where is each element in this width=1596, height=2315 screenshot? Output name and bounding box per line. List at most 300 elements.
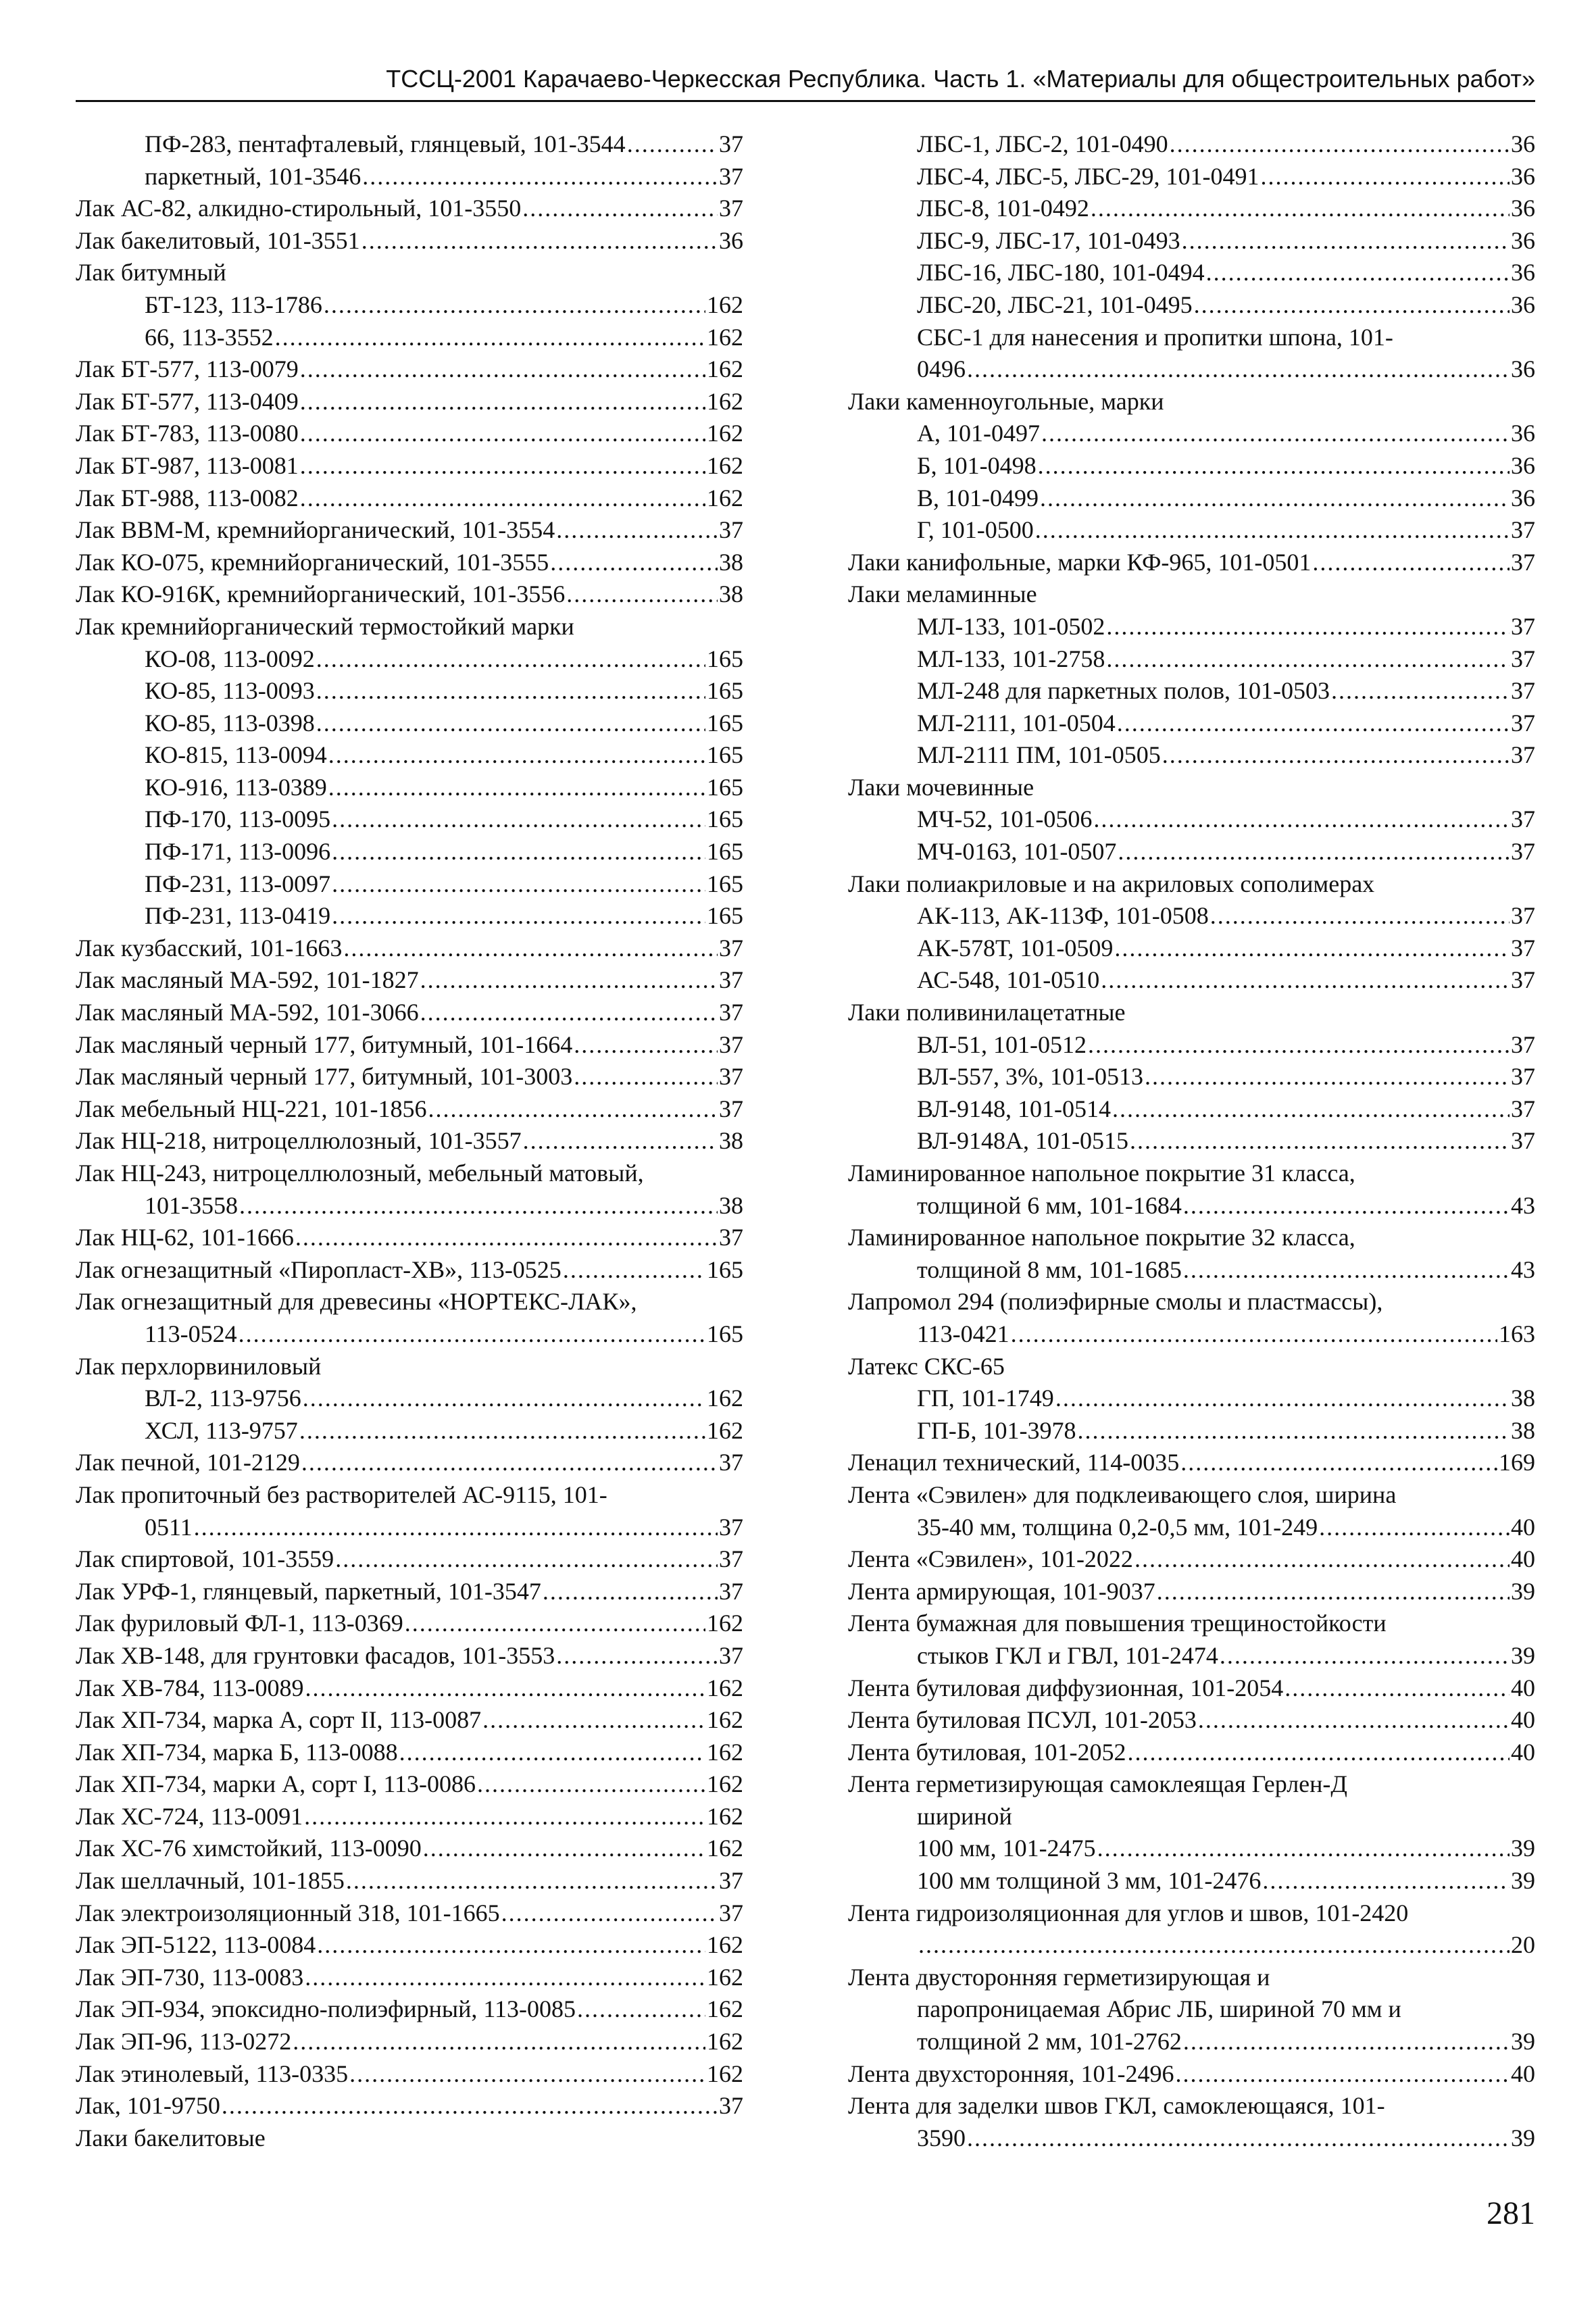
index-entry (848, 161, 1535, 193)
entry-label: ХСЛ, 113-9757 (145, 1416, 298, 1444)
entry-page: 162 (707, 451, 743, 479)
index-entry (848, 997, 1535, 1029)
entry-label: 113-0421 (917, 1320, 1009, 1347)
entry-label: Лаки мочевинные (848, 773, 1034, 801)
entry-page: 38 (1511, 1385, 1535, 1412)
entry-label: Лак мебельный НЦ-221, 101-1856 (76, 1095, 427, 1122)
entry-page: 37 (719, 1867, 743, 1895)
entry-page: 39 (1511, 1641, 1535, 1669)
entry-page: 36 (1511, 355, 1535, 383)
entry-page: 37 (1511, 677, 1535, 705)
entry-label: Лаки меламинные (848, 580, 1037, 608)
index-entry (848, 1061, 1535, 1093)
entry-page: 165 (707, 838, 743, 866)
index-entry (848, 836, 1535, 868)
index-entry (848, 900, 1535, 932)
leader-dots (556, 1640, 718, 1672)
entry-page: 37 (719, 1449, 743, 1476)
entry-page: 37 (719, 1513, 743, 1541)
leader-dots (300, 386, 705, 418)
index-entry (76, 1479, 743, 1512)
entry-page: 40 (1511, 1706, 1535, 1734)
index-entry (76, 1929, 743, 1962)
entry-label: ЛБС-16, ЛБС-180, 101-0494 (917, 259, 1205, 287)
entry-label: Б, 101-0498 (917, 451, 1037, 479)
index-entry (848, 932, 1535, 965)
index-entry (76, 643, 743, 676)
index-entry (848, 482, 1535, 515)
leader-dots (301, 1447, 718, 1479)
index-column-right (848, 128, 1535, 2154)
leader-dots (420, 997, 718, 1029)
entry-label: Лак кремнийорганический термостойкий марки (76, 612, 574, 640)
index-entry (76, 482, 743, 515)
leader-dots (556, 514, 718, 547)
entry-label: Лак ХС-724, 113-0091 (76, 1802, 303, 1830)
index-entry (76, 418, 743, 450)
index-entry (848, 1383, 1535, 1415)
entry-label: ВЛ-9148, 101-0514 (917, 1095, 1112, 1122)
entry-label: Лаки полиакриловые и на акриловых сополимерах (848, 870, 1375, 897)
entry-page: 37 (1511, 1127, 1535, 1155)
leader-dots (305, 1672, 705, 1705)
leader-dots (332, 803, 705, 836)
entry-page: 37 (1511, 709, 1535, 737)
entry-label: Лак ЭП-96, 113-0272 (76, 2028, 292, 2056)
entry-label: Лак, 101-9750 (76, 2092, 220, 2120)
index-entry (848, 1962, 1535, 1994)
entry-label: Лента двухсторонняя, 101-2496 (848, 2060, 1174, 2087)
entry-label: Лента гидроизоляционная для углов и швов, 101-2420 (848, 1899, 1409, 1926)
entry-label: ПФ-170, 113-0095 (145, 805, 331, 833)
index-entry (76, 900, 743, 932)
index-entry (848, 289, 1535, 322)
entry-page: 36 (1511, 259, 1535, 287)
index-entry (76, 128, 743, 161)
entry-label: ГП-Б, 101-3978 (917, 1416, 1076, 1444)
entry-label: АК-578Т, 101-0509 (917, 934, 1114, 962)
entry-page: 39 (1511, 1577, 1535, 1605)
entry-label: Лак кузбасский, 101-1663 (76, 934, 343, 962)
entry-label: Лапромол 294 (полиэфирные смолы и пластмассы), (848, 1288, 1383, 1316)
leader-dots (1145, 1061, 1510, 1093)
entry-label: Лента бутиловая диффузионная, 101-2054 (848, 1674, 1284, 1701)
entry-page: 43 (1511, 1191, 1535, 1219)
entry-page: 37 (719, 1577, 743, 1605)
running-header (76, 62, 1535, 102)
entry-page: 36 (1511, 195, 1535, 222)
index-entry (76, 1640, 743, 1672)
index-entry (848, 1993, 1535, 2026)
entry-page: 37 (1511, 612, 1535, 640)
index-entry (848, 1576, 1535, 1608)
entry-page: 40 (1511, 1674, 1535, 1701)
entry-label: Лента герметизирующая самоклеящая Герлен-Д (848, 1770, 1347, 1798)
entry-page: 162 (707, 387, 743, 415)
entry-label: Лак электроизоляционный 318, 101-1665 (76, 1899, 500, 1926)
leader-dots (1112, 1093, 1510, 1126)
leader-dots (1210, 900, 1510, 932)
entry-label: Лак шеллачный, 101-1855 (76, 1867, 345, 1895)
leader-dots (1206, 257, 1510, 289)
entry-label: Ламинированное напольное покрытие 31 класса, (848, 1160, 1355, 1187)
entry-label: Лак битумный (76, 259, 226, 287)
entry-label: Лак КО-075, кремнийорганический, 101-3555 (76, 548, 549, 576)
entry-page: 40 (1511, 2060, 1535, 2087)
entry-label: 66, 113-3552 (145, 323, 274, 351)
entry-label: ЛБС-4, ЛБС-5, ЛБС-29, 101-0491 (917, 162, 1260, 190)
leader-dots (343, 932, 718, 965)
leader-dots (566, 578, 718, 611)
entry-page: 37 (1511, 1063, 1535, 1091)
leader-dots (1035, 514, 1510, 547)
leader-dots (1118, 836, 1510, 868)
entry-page: 165 (707, 709, 743, 737)
entry-page: 162 (707, 1995, 743, 2023)
leader-dots (332, 900, 705, 932)
leader-dots (501, 1897, 718, 1930)
entry-page: 39 (1511, 1867, 1535, 1895)
leader-dots (1097, 1833, 1510, 1865)
index-entry (76, 514, 743, 547)
entry-label: Лак масляный МА-592, 101-3066 (76, 999, 419, 1026)
index-entry (848, 2058, 1535, 2091)
leader-dots (967, 353, 1510, 386)
entry-page: 37 (1511, 1095, 1535, 1122)
entry-page: 37 (719, 1063, 743, 1091)
entry-label: Лак ЭП-5122, 113-0084 (76, 1931, 316, 1959)
entry-page: 37 (719, 999, 743, 1026)
entry-page: 37 (719, 1095, 743, 1122)
entry-page: 36 (1511, 451, 1535, 479)
index-entry (76, 1318, 743, 1351)
entry-label: Лак ХП-734, марки А, сорт I, 113-0086 (76, 1770, 476, 1798)
entry-label: БТ-123, 113-1786 (145, 291, 322, 318)
index-entry (848, 1093, 1535, 1126)
entry-label: Лак ХВ-784, 113-0089 (76, 1674, 304, 1701)
entry-page: 20 (1511, 1931, 1535, 1959)
entry-label: ВЛ-557, 3%, 101-0513 (917, 1063, 1144, 1091)
leader-dots (300, 450, 705, 482)
entry-label: Лак БТ-577, 113-0079 (76, 355, 299, 383)
entry-page: 40 (1511, 1545, 1535, 1573)
index-entry (848, 739, 1535, 772)
entry-page: 162 (707, 1770, 743, 1798)
entry-label: ВЛ-9148А, 101-0515 (917, 1127, 1129, 1155)
entry-page: 38 (1511, 1416, 1535, 1444)
index-entry (76, 964, 743, 997)
entry-label: Лента бумажная для повышения трещиностойкости (848, 1610, 1387, 1637)
leader-dots (523, 1125, 718, 1158)
entry-label: КО-815, 113-0094 (145, 741, 327, 769)
index-entry (76, 1737, 743, 1769)
index-entry (76, 2026, 743, 2058)
entry-page: 37 (1511, 902, 1535, 930)
leader-dots (328, 739, 705, 772)
entry-label: Лак огнезащитный для древесины «НОРТЕКС-ЛАК», (76, 1288, 637, 1316)
entry-page: 162 (707, 2028, 743, 2056)
entry-page: 37 (1511, 934, 1535, 962)
leader-dots (300, 418, 705, 450)
entry-page: 37 (1511, 805, 1535, 833)
entry-label: Ламинированное напольное покрытие 32 класса, (848, 1224, 1355, 1251)
entry-label: ЛБС-9, ЛБС-17, 101-0493 (917, 226, 1180, 254)
entry-page: 36 (1511, 484, 1535, 512)
index-entry (76, 1415, 743, 1447)
index-entry (76, 1801, 743, 1833)
leader-dots (300, 353, 705, 386)
entry-label: Лак ЭП-934, эпоксидно-полиэфирный, 113-0085 (76, 1995, 576, 2023)
entry-page: 37 (1511, 966, 1535, 994)
leader-dots (239, 1318, 705, 1351)
entry-label: Лак УРФ-1, глянцевый, паркетный, 101-3547 (76, 1577, 541, 1605)
index-entry (848, 707, 1535, 740)
entry-page: 37 (719, 966, 743, 994)
index-entry (848, 1737, 1535, 1769)
leader-dots (563, 1254, 705, 1287)
index-entry (76, 547, 743, 579)
leader-dots (1220, 1640, 1510, 1672)
index-entry (76, 1351, 743, 1383)
index-entry (76, 2058, 743, 2091)
leader-dots (1183, 1190, 1510, 1222)
entry-label: Лак НЦ-243, нитроцеллюлозный, мебельный матовый, (76, 1160, 644, 1187)
index-entry (76, 611, 743, 643)
index-entry (76, 225, 743, 257)
index-entry (848, 1801, 1535, 1833)
entry-label: Лак спиртовой, 101-3559 (76, 1545, 334, 1573)
entry-page: 38 (719, 580, 743, 608)
entry-page: 37 (719, 1224, 743, 1251)
index-entry (848, 353, 1535, 386)
index-entry (848, 2026, 1535, 2058)
leader-dots (1198, 1704, 1510, 1737)
leader-dots (1170, 128, 1510, 161)
leader-dots (1011, 1318, 1497, 1351)
entry-label: МЧ-52, 101-0506 (917, 805, 1093, 833)
entry-page: 169 (1499, 1449, 1535, 1476)
entry-label: Лак масляный черный 177, битумный, 101-3003 (76, 1063, 573, 1091)
entry-label: паркетный, 101-3546 (145, 162, 361, 190)
index-entry (848, 514, 1535, 547)
entry-page: 38 (719, 1127, 743, 1155)
leader-dots (522, 193, 718, 225)
entry-label: Лак БТ-987, 113-0081 (76, 451, 299, 479)
index-entry (848, 1447, 1535, 1479)
leader-dots (332, 868, 705, 901)
entry-page: 37 (719, 516, 743, 544)
entry-label: Лак ЭП-730, 113-0083 (76, 1963, 304, 1991)
leader-dots (305, 1962, 705, 1994)
index-entry (76, 289, 743, 322)
entry-label: ЛБС-8, 101-0492 (917, 195, 1089, 222)
entry-label: МЛ-2111 ПМ, 101-0505 (917, 741, 1161, 769)
entry-page: 36 (1511, 420, 1535, 447)
entry-page: 162 (707, 1963, 743, 1991)
entry-page: 165 (707, 773, 743, 801)
entry-label: Лак НЦ-218, нитроцеллюлозный, 101-3557 (76, 1127, 522, 1155)
index-entry (76, 1672, 743, 1705)
leader-dots (1175, 2058, 1510, 2091)
index-entry (848, 1029, 1535, 1062)
leader-dots (346, 1865, 718, 1897)
entry-page: 162 (707, 1385, 743, 1412)
index-entry (76, 161, 743, 193)
leader-dots (477, 1768, 705, 1801)
index-entry (76, 450, 743, 482)
leader-dots (1162, 739, 1510, 772)
index-entry (76, 1768, 743, 1801)
entry-page: 37 (1511, 548, 1535, 576)
entry-label: МЛ-2111, 101-0504 (917, 709, 1116, 737)
entry-page: 37 (719, 934, 743, 962)
leader-dots (918, 1929, 1510, 1962)
index-entry (848, 450, 1535, 482)
leader-dots (194, 1512, 718, 1544)
entry-label: В, 101-0499 (917, 484, 1039, 512)
index-entry (848, 193, 1535, 225)
entry-label: Лак перхлорвиниловый (76, 1352, 322, 1380)
leader-dots (1130, 1125, 1510, 1158)
entry-label: ПФ-171, 113-0096 (145, 838, 331, 866)
entry-page: 37 (1511, 838, 1535, 866)
entry-page: 162 (707, 355, 743, 383)
leader-dots (1157, 1576, 1510, 1608)
leader-dots (275, 322, 705, 354)
index-entry (76, 997, 743, 1029)
entry-page: 37 (719, 1030, 743, 1058)
index-entry (76, 257, 743, 289)
entry-label: ПФ-231, 113-0419 (145, 902, 331, 930)
entry-page: 165 (707, 677, 743, 705)
entry-label: Лак масляный черный 177, битумный, 101-1664 (76, 1030, 573, 1058)
leader-dots (1180, 1447, 1497, 1479)
leader-dots (399, 1737, 705, 1769)
leader-dots (1128, 1737, 1510, 1769)
leader-dots (1134, 1543, 1510, 1576)
index-entry (848, 578, 1535, 611)
entry-label: ЛБС-1, ЛБС-2, 101-0490 (917, 130, 1168, 157)
index-entry (76, 1897, 743, 1930)
leader-dots (316, 675, 705, 707)
entry-label: Лак АС-82, алкидно-стирольный, 101-3550 (76, 195, 522, 222)
leader-dots (577, 1993, 705, 2026)
entry-page: 162 (707, 1802, 743, 1830)
index-entry (848, 868, 1535, 901)
entry-label: Лак ВВМ-М, кремнийорганический, 101-3554 (76, 516, 555, 544)
entry-label: Лента бутиловая, 101-2052 (848, 1738, 1126, 1766)
leader-dots (1101, 964, 1510, 997)
index-entry (76, 772, 743, 804)
entry-label: Лак масляный МА-592, 101-1827 (76, 966, 419, 994)
entry-page: 37 (719, 130, 743, 157)
entry-page: 162 (707, 1738, 743, 1766)
entry-page: 38 (719, 548, 743, 576)
leader-dots (316, 643, 705, 676)
entry-label: АС-548, 101-0510 (917, 966, 1100, 994)
leader-dots (316, 707, 705, 740)
leader-dots (1183, 2026, 1510, 2058)
leader-dots (420, 964, 718, 997)
leader-dots (335, 1543, 718, 1576)
entry-label: Лаки канифольные, марки КФ-965, 101-0501 (848, 548, 1312, 576)
entry-label: Лента армирующая, 101-9037 (848, 1577, 1155, 1605)
leader-dots (550, 547, 718, 579)
index-entry (76, 1286, 743, 1318)
index-entry (76, 1962, 743, 1994)
index-entry (848, 1254, 1535, 1287)
index-entry (848, 611, 1535, 643)
entry-label: СБС-1 для нанесения и пропитки шпона, 101- (917, 323, 1393, 351)
index-entry (76, 1993, 743, 2026)
index-entry (848, 386, 1535, 418)
index-entry (76, 1447, 743, 1479)
entry-label: паропроницаемая Абрис ЛБ, шириной 70 мм и (917, 1995, 1401, 2023)
leader-dots (299, 1415, 705, 1447)
leader-dots (1041, 418, 1510, 450)
leader-dots (303, 1383, 705, 1415)
leader-dots (627, 128, 718, 161)
entry-label: Лак БТ-577, 113-0409 (76, 387, 299, 415)
index-entry (76, 707, 743, 740)
entry-page: 162 (707, 1416, 743, 1444)
leader-dots (1285, 1672, 1510, 1705)
entry-label: толщиной 2 мм, 101-2762 (917, 2028, 1182, 2056)
entry-label: Лента двусторонняя герметизирующая и (848, 1963, 1270, 1991)
entry-label: МЧ-0163, 101-0507 (917, 838, 1117, 866)
index-entry (76, 1125, 743, 1158)
entry-page: 165 (707, 870, 743, 897)
leader-dots (1319, 1512, 1510, 1544)
index-entry (76, 1576, 743, 1608)
entry-page: 39 (1511, 2124, 1535, 2151)
entry-label: А, 101-0497 (917, 420, 1040, 447)
leader-dots (1091, 193, 1510, 225)
leader-dots (1331, 675, 1510, 707)
entry-page: 36 (1511, 226, 1535, 254)
entry-label: КО-08, 113-0092 (145, 645, 315, 672)
index-entry (76, 1383, 743, 1415)
index-entry (848, 128, 1535, 161)
index-entry (848, 547, 1535, 579)
entry-label: ПФ-231, 113-0097 (145, 870, 331, 897)
leader-dots (317, 1929, 705, 1962)
entry-label: Лента бутиловая ПСУЛ, 101-2053 (848, 1706, 1197, 1734)
entry-label: Г, 101-0500 (917, 516, 1034, 544)
index-entry (848, 1318, 1535, 1351)
entry-page: 165 (707, 1320, 743, 1347)
entry-page: 37 (1511, 645, 1535, 672)
index-entry (848, 1512, 1535, 1544)
entry-label: ВЛ-51, 101-0512 (917, 1030, 1087, 1058)
leader-dots (967, 2122, 1510, 2155)
entry-label: 0511 (145, 1513, 193, 1541)
index-entry (848, 1543, 1535, 1576)
leader-dots (1088, 1029, 1510, 1062)
index-entry (848, 1351, 1535, 1383)
entry-page: 36 (719, 226, 743, 254)
leader-dots (328, 772, 705, 804)
index-entry (848, 322, 1535, 354)
entry-label: Лак огнезащитный «Пиропласт-ХВ», 113-0525 (76, 1255, 562, 1283)
entry-page: 37 (719, 2092, 743, 2120)
entry-label: 100 мм, 101-2475 (917, 1835, 1096, 1862)
entry-label: Лак печной, 101-2129 (76, 1449, 300, 1476)
entry-page: 165 (707, 1255, 743, 1283)
entry-page: 40 (1511, 1738, 1535, 1766)
entry-label: Лаки каменноугольные, марки (848, 387, 1164, 415)
leader-dots (349, 2058, 705, 2091)
